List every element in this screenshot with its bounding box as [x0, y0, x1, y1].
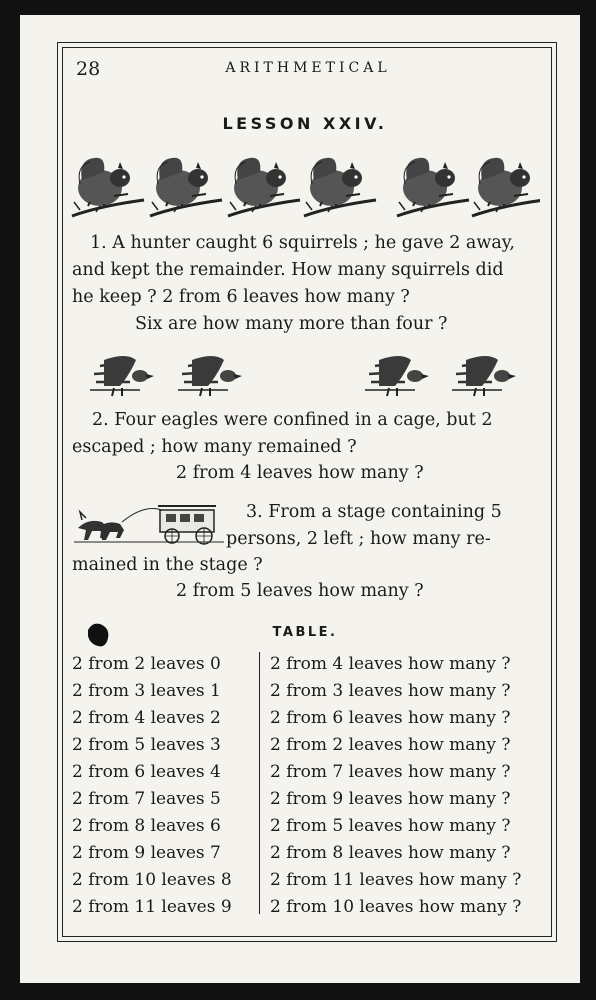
table-row: 2 from 6 leaves 4 — [72, 762, 221, 782]
problem1-line2: and kept the remainder. How many squirrels did — [72, 260, 504, 280]
running-title: ARITHMETICAL — [225, 60, 391, 76]
problem2-line3: 2 from 4 leaves how many ? — [176, 463, 424, 483]
table-row: 2 from 9 leaves how many ? — [270, 789, 511, 809]
table-row: 2 from 6 leaves how many ? — [270, 708, 511, 728]
table-row: 2 from 10 leaves 8 — [72, 870, 232, 890]
eagles-illustration — [90, 352, 520, 402]
stagecoach-illustration — [74, 498, 224, 550]
problem3-line3: mained in the stage ? — [72, 555, 263, 575]
table-row: 2 from 5 leaves how many ? — [270, 816, 511, 836]
table-row: 2 from 8 leaves 6 — [72, 816, 221, 836]
problem3-line2: persons, 2 left ; how many re- — [226, 529, 491, 549]
problem2-line2: escaped ; how many remained ? — [72, 437, 357, 457]
table-row: 2 from 4 leaves 2 — [72, 708, 221, 728]
table-row: 2 from 3 leaves 1 — [72, 681, 221, 701]
table-row: 2 from 2 leaves 0 — [72, 654, 221, 674]
table-row: 2 from 11 leaves how many ? — [270, 870, 522, 890]
problem3-line4: 2 from 5 leaves how many ? — [176, 581, 424, 601]
problem3-line1: 3. From a stage containing 5 — [246, 502, 502, 522]
lesson-title: LESSON XXIV. — [222, 114, 388, 133]
problem2-line1: 2. Four eagles were confined in a cage, but 2 — [92, 410, 493, 430]
table-row: 2 from 10 leaves how many ? — [270, 897, 522, 917]
table-column-divider — [259, 652, 260, 914]
table-title: TABLE. — [272, 625, 338, 640]
table-row: 2 from 8 leaves how many ? — [270, 843, 511, 863]
problem1-line1: 1. A hunter caught 6 squirrels ; he gave 2 away, — [90, 233, 515, 253]
squirrels-illustration — [70, 150, 540, 225]
table-row: 2 from 4 leaves how many ? — [270, 654, 511, 674]
page-number: 28 — [76, 58, 101, 80]
table-row: 2 from 7 leaves 5 — [72, 789, 221, 809]
table-row: 2 from 3 leaves how many ? — [270, 681, 511, 701]
problem1-line3: he keep ? 2 from 6 leaves how many ? — [72, 287, 410, 307]
table-row: 2 from 2 leaves how many ? — [270, 735, 511, 755]
table-row: 2 from 9 leaves 7 — [72, 843, 221, 863]
table-row: 2 from 5 leaves 3 — [72, 735, 221, 755]
table-row: 2 from 7 leaves how many ? — [270, 762, 511, 782]
table-row: 2 from 11 leaves 9 — [72, 897, 232, 917]
problem1-line4: Six are how many more than four ? — [135, 314, 448, 334]
